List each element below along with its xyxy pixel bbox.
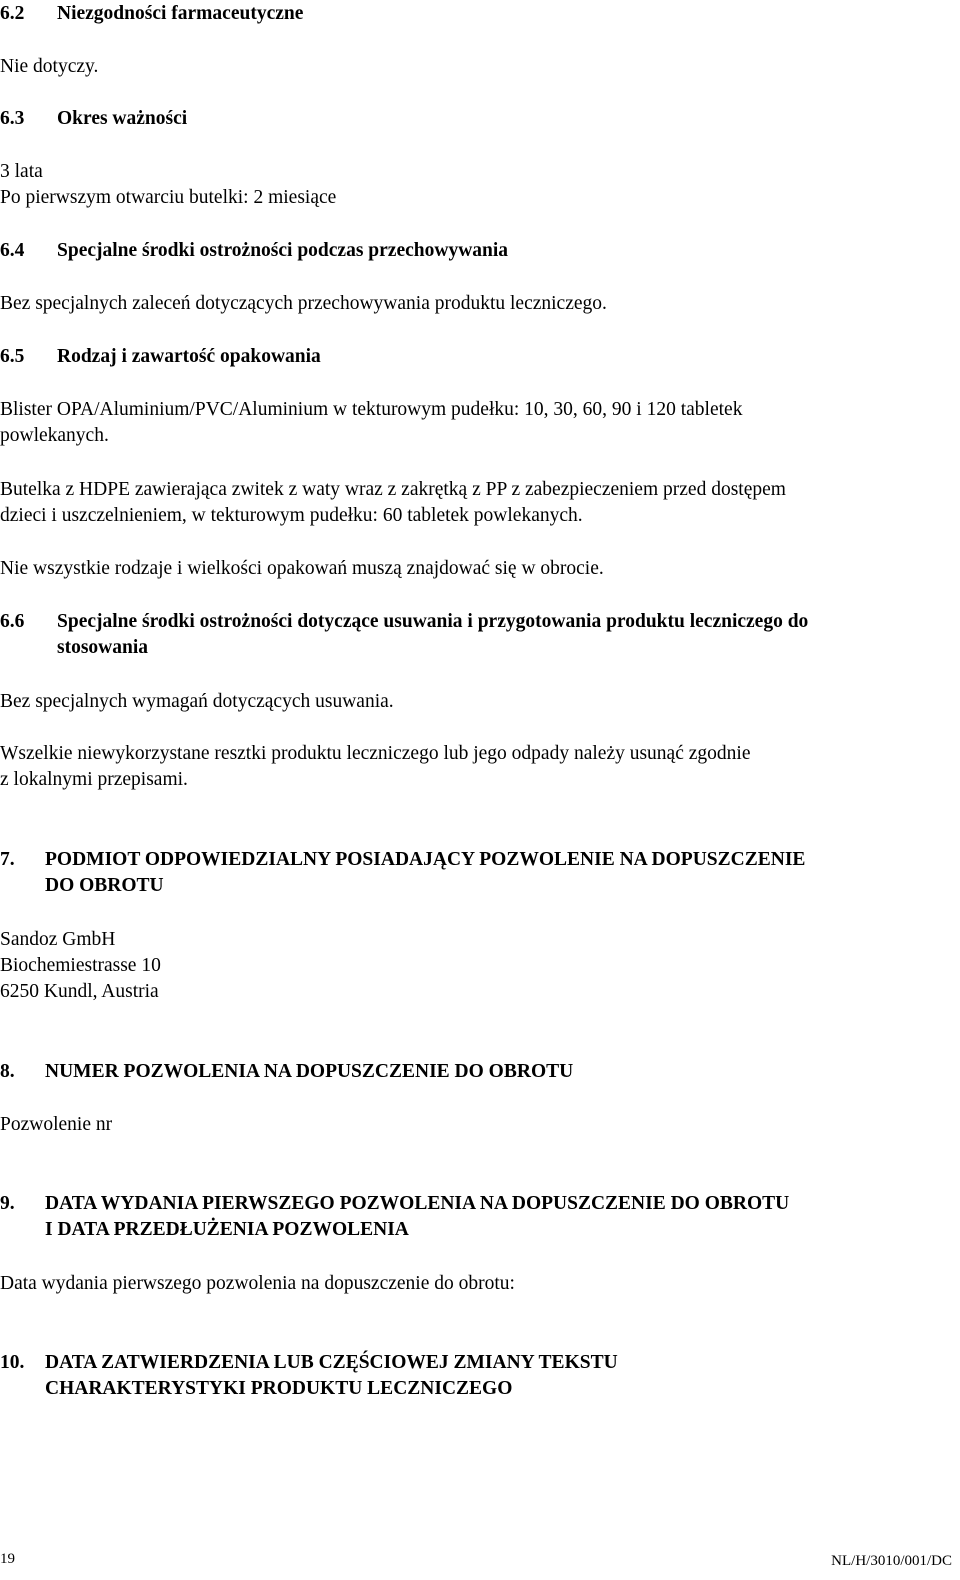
section-6-4-body: Bez specjalnych zaleceń dotyczących przechowywania produktu leczniczego. [0, 293, 607, 314]
section-6-6-p2-line-2: z lokalnymi przepisami. [0, 769, 188, 790]
section-title-line-2: DO OBROTU [45, 875, 164, 896]
section-number: 6.2 [0, 3, 25, 24]
section-6-6-p2-line-1: Wszelkie niewykorzystane resztki produktu leczniczego lub jego odpady należy usunąć zgodnie [0, 743, 751, 764]
section-title: Specjalne środki ostrożności podczas przechowywania [57, 240, 509, 261]
address-line-3: 6250 Kundl, Austria [0, 981, 159, 1002]
section-number: 6.3 [0, 108, 25, 129]
section-6-5-p3: Nie wszystkie rodzaje i wielkości opakowań muszą znajdować się w obrocie. [0, 558, 604, 579]
section-title-line-1: DATA WYDANIA PIERWSZEGO POZWOLENIA NA DOPUSZCZENIE DO OBROTU [45, 1193, 790, 1214]
section-title-line-1: DATA ZATWIERDZENIA LUB CZĘŚCIOWEJ ZMIANY TEKSTU [45, 1352, 618, 1373]
section-title: Rodzaj i zawartość opakowania [57, 346, 321, 367]
section-title: NUMER POZWOLENIA NA DOPUSZCZENIE DO OBROTU [45, 1061, 574, 1082]
section-title: Okres ważności [57, 108, 188, 129]
section-6-5-p2-line-2: dzieci i uszczelnieniem, w tekturowym pudełku: 60 tabletek powlekanych. [0, 505, 583, 526]
section-number: 10. [0, 1352, 25, 1373]
document-code: NL/H/3010/001/DC [831, 1553, 952, 1569]
address-line-1: Sandoz GmbH [0, 929, 116, 950]
section-6-6-p1: Bez specjalnych wymagań dotyczących usuwania. [0, 691, 394, 712]
section-title-line-2: CHARAKTERYSTYKI PRODUKTU LECZNICZEGO [45, 1378, 513, 1399]
page-number: 19 [0, 1551, 15, 1567]
section-6-5-p1-line-2: powlekanych. [0, 425, 109, 446]
section-6-3-line-1: 3 lata [0, 161, 43, 182]
section-6-2-body: Nie dotyczy. [0, 56, 99, 77]
section-number: 8. [0, 1061, 15, 1082]
section-8-body: Pozwolenie nr [0, 1114, 113, 1135]
section-6-3-line-2: Po pierwszym otwarciu butelki: 2 miesiące [0, 187, 337, 208]
section-title-line-2: stosowania [57, 637, 149, 658]
section-title-line-2: I DATA PRZEDŁUŻENIA POZWOLENIA [45, 1219, 409, 1240]
section-number: 7. [0, 849, 15, 870]
section-number: 6.5 [0, 346, 25, 367]
address-line-2: Biochemiestrasse 10 [0, 955, 161, 976]
section-number: 6.6 [0, 611, 25, 632]
section-title: Niezgodności farmaceutyczne [57, 3, 304, 24]
section-title-line-1: Specjalne środki ostrożności dotyczące usuwania i przygotowania produktu leczniczego do [57, 611, 809, 632]
section-6-5-p2-line-1: Butelka z HDPE zawierająca zwitek z waty wraz z zakrętką z PP z zabezpieczeniem przed dostępem [0, 479, 786, 500]
section-number: 9. [0, 1193, 15, 1214]
section-title-line-1: PODMIOT ODPOWIEDZIALNY POSIADAJĄCY POZWOLENIE NA DOPUSZCZENIE [45, 849, 806, 870]
section-number: 6.4 [0, 240, 25, 261]
section-9-body: Data wydania pierwszego pozwolenia na dopuszczenie do obrotu: [0, 1273, 515, 1294]
section-6-5-p1-line-1: Blister OPA/Aluminium/PVC/Aluminium w tekturowym pudełku: 10, 30, 60, 90 i 120 tabletek [0, 399, 743, 420]
